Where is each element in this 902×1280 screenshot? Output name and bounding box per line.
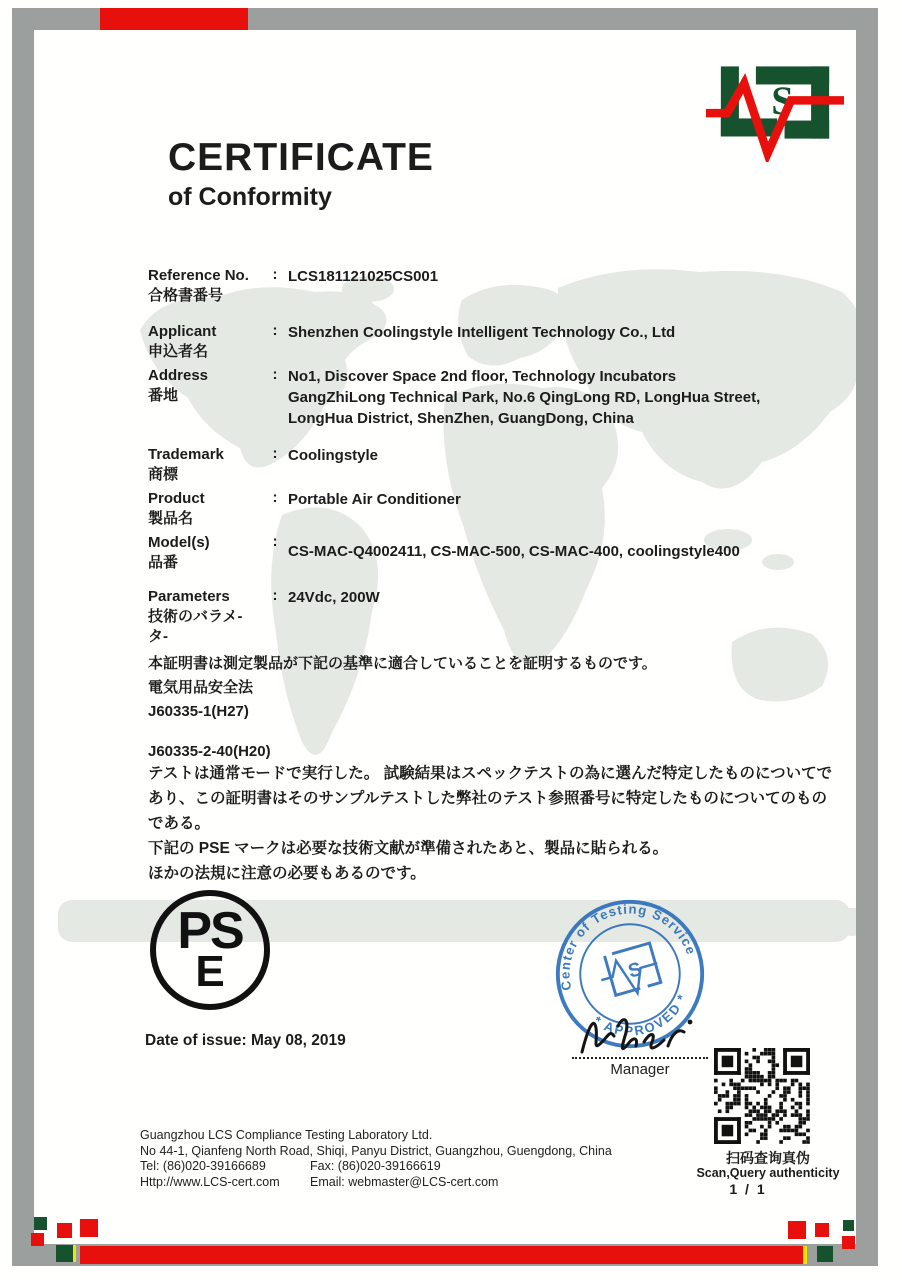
footer-web: Http://www.LCS-cert.com — [140, 1174, 280, 1189]
field-value: Shenzhen Coolingstyle Intelligent Technology Co., Ltd — [288, 324, 676, 341]
frame-left — [12, 8, 34, 1266]
pse-mark — [150, 890, 270, 1010]
qr-code-icon — [714, 1048, 810, 1144]
date-of-issue: Date of issue: May 08, 2019 — [145, 1032, 346, 1049]
field-value: LCS181121025CS001 — [288, 268, 439, 285]
field-label-ja: 品番 — [148, 554, 179, 571]
signatory-role: Manager — [610, 1061, 670, 1078]
field-colon: : — [272, 587, 278, 604]
field-row-parameters — [148, 587, 838, 647]
field-row-trademark — [148, 445, 838, 485]
qr-caption-en: Scan,Query authenticity — [696, 1166, 840, 1180]
deco-square-red — [842, 1236, 855, 1249]
qr-code — [714, 1048, 810, 1144]
field-label: Address — [148, 367, 209, 384]
lcs-logo-icon — [706, 60, 844, 162]
footer-tel: Tel: (86)020-39166689 — [140, 1159, 266, 1173]
pse-mark-ps: PS — [177, 901, 243, 960]
deco-square-red — [788, 1221, 806, 1239]
deco-square-red — [57, 1223, 72, 1238]
deco-square-red — [815, 1223, 829, 1237]
certificate-subtitle: of Conformity — [168, 183, 332, 211]
page-number: 1 / 1 — [729, 1181, 767, 1197]
field-colon: : — [272, 445, 278, 462]
field-label: Parameters — [148, 588, 230, 605]
stamp-arc-bottom-text: * APPROVED * — [590, 990, 691, 1039]
footer-address: No 44-1, Qianfeng North Road, Shiqi, Panyu District, Guangzhou, Guengdong, China — [140, 1143, 612, 1158]
field-colon: : — [272, 266, 278, 283]
test-note-para: テストは通常モードで実行した。 試験結果はスペックテストの為に選んだ特定したものについてであり、この証明書はそのサンプルテストした弊社のテスト参照番号に特定したものについてのものである。 — [148, 765, 833, 832]
field-label: Product — [148, 490, 205, 507]
deco-square-green — [56, 1245, 76, 1262]
spacer — [148, 724, 838, 740]
standard-1: J60335-1(H27) — [148, 703, 249, 720]
field-colon: : — [272, 366, 278, 383]
lcs-logo — [706, 60, 844, 167]
field-label: Trademark — [148, 446, 224, 463]
field-label-ja: 番地 — [148, 387, 179, 404]
deco-square-green — [817, 1246, 833, 1262]
signature-icon — [572, 1006, 708, 1058]
field-colon: : — [272, 533, 278, 550]
deco-square-green — [843, 1220, 854, 1231]
field-row-models — [148, 533, 838, 573]
pse-mark-e: E — [195, 946, 225, 996]
field-label: Reference No. — [148, 267, 249, 284]
field-label-ja: 商標 — [148, 466, 179, 483]
conformity-statement — [148, 652, 838, 764]
footer-email: Email: webmaster@LCS-cert.com — [310, 1174, 499, 1189]
field-value: CS-MAC-Q4002411, CS-MAC-500, CS-MAC-400, coolingstyle400 — [288, 543, 740, 560]
statement-line: 本証明書は測定製品が下記の基準に適合していることを証明するものです。 — [148, 655, 657, 672]
deco-square-red — [31, 1233, 44, 1246]
field-label-ja: タ- — [148, 628, 168, 645]
test-note — [148, 761, 842, 886]
footer-company: Guangzhou LCS Compliance Testing Laboratory Ltd. — [140, 1128, 433, 1142]
frame-bottom-red-band — [80, 1246, 803, 1264]
field-value — [288, 366, 838, 429]
test-note-para: ほかの法規に注意の必要もあるのです。 — [148, 865, 426, 882]
field-row-address — [148, 366, 838, 429]
certificate-title: CERTIFICATE — [168, 136, 434, 179]
standard-2: J60335-2-40(H20) — [148, 743, 271, 760]
frame-right — [856, 8, 878, 1266]
stamp-center-letter: S — [625, 958, 645, 983]
address-line: No1, Discover Space 2nd floor, Technology Incubators — [288, 368, 677, 385]
stamp-arc-top-text: Center of Testing Service — [557, 901, 700, 992]
field-label-ja: 申込者名 — [148, 343, 209, 360]
footer — [140, 1128, 660, 1190]
field-label: Applicant — [148, 323, 217, 340]
deco-square-red — [80, 1219, 98, 1237]
field-label-ja: 技術のバラメ- — [148, 608, 243, 625]
field-label: Model(s) — [148, 534, 210, 551]
field-colon: : — [272, 322, 278, 339]
signature-block — [572, 1006, 708, 1078]
test-note-para: 下記の PSE マークは必要な技術文献が準備されたあと、製品に貼られる。 — [148, 840, 669, 857]
address-line: GangZhiLong Technical Park, No.6 QingLong RD, LongHua Street, — [288, 389, 761, 406]
qr-caption-zh: 扫码查询真伪 — [726, 1150, 810, 1166]
field-row-applicant — [148, 322, 838, 362]
statement-line: 電気用品安全法 — [148, 679, 254, 696]
footer-fax: Fax: (86)020-39166619 — [310, 1159, 441, 1173]
field-row-product — [148, 489, 838, 529]
field-row-reference — [148, 266, 838, 306]
frame-bottom-yellow-accent — [803, 1246, 807, 1264]
field-value: Portable Air Conditioner — [288, 491, 461, 508]
logo-letter: S — [771, 78, 794, 124]
address-line: LongHua District, ShenZhen, GuangDong, China — [288, 410, 634, 427]
field-label-ja: 製品名 — [148, 510, 194, 527]
field-value: 24Vdc, 200W — [288, 589, 380, 606]
deco-square-green — [34, 1217, 47, 1230]
field-label-ja: 合格書番号 — [148, 287, 224, 304]
field-colon: : — [272, 489, 278, 506]
frame-top-red-segment — [100, 8, 248, 30]
field-value: Coolingstyle — [288, 447, 379, 464]
